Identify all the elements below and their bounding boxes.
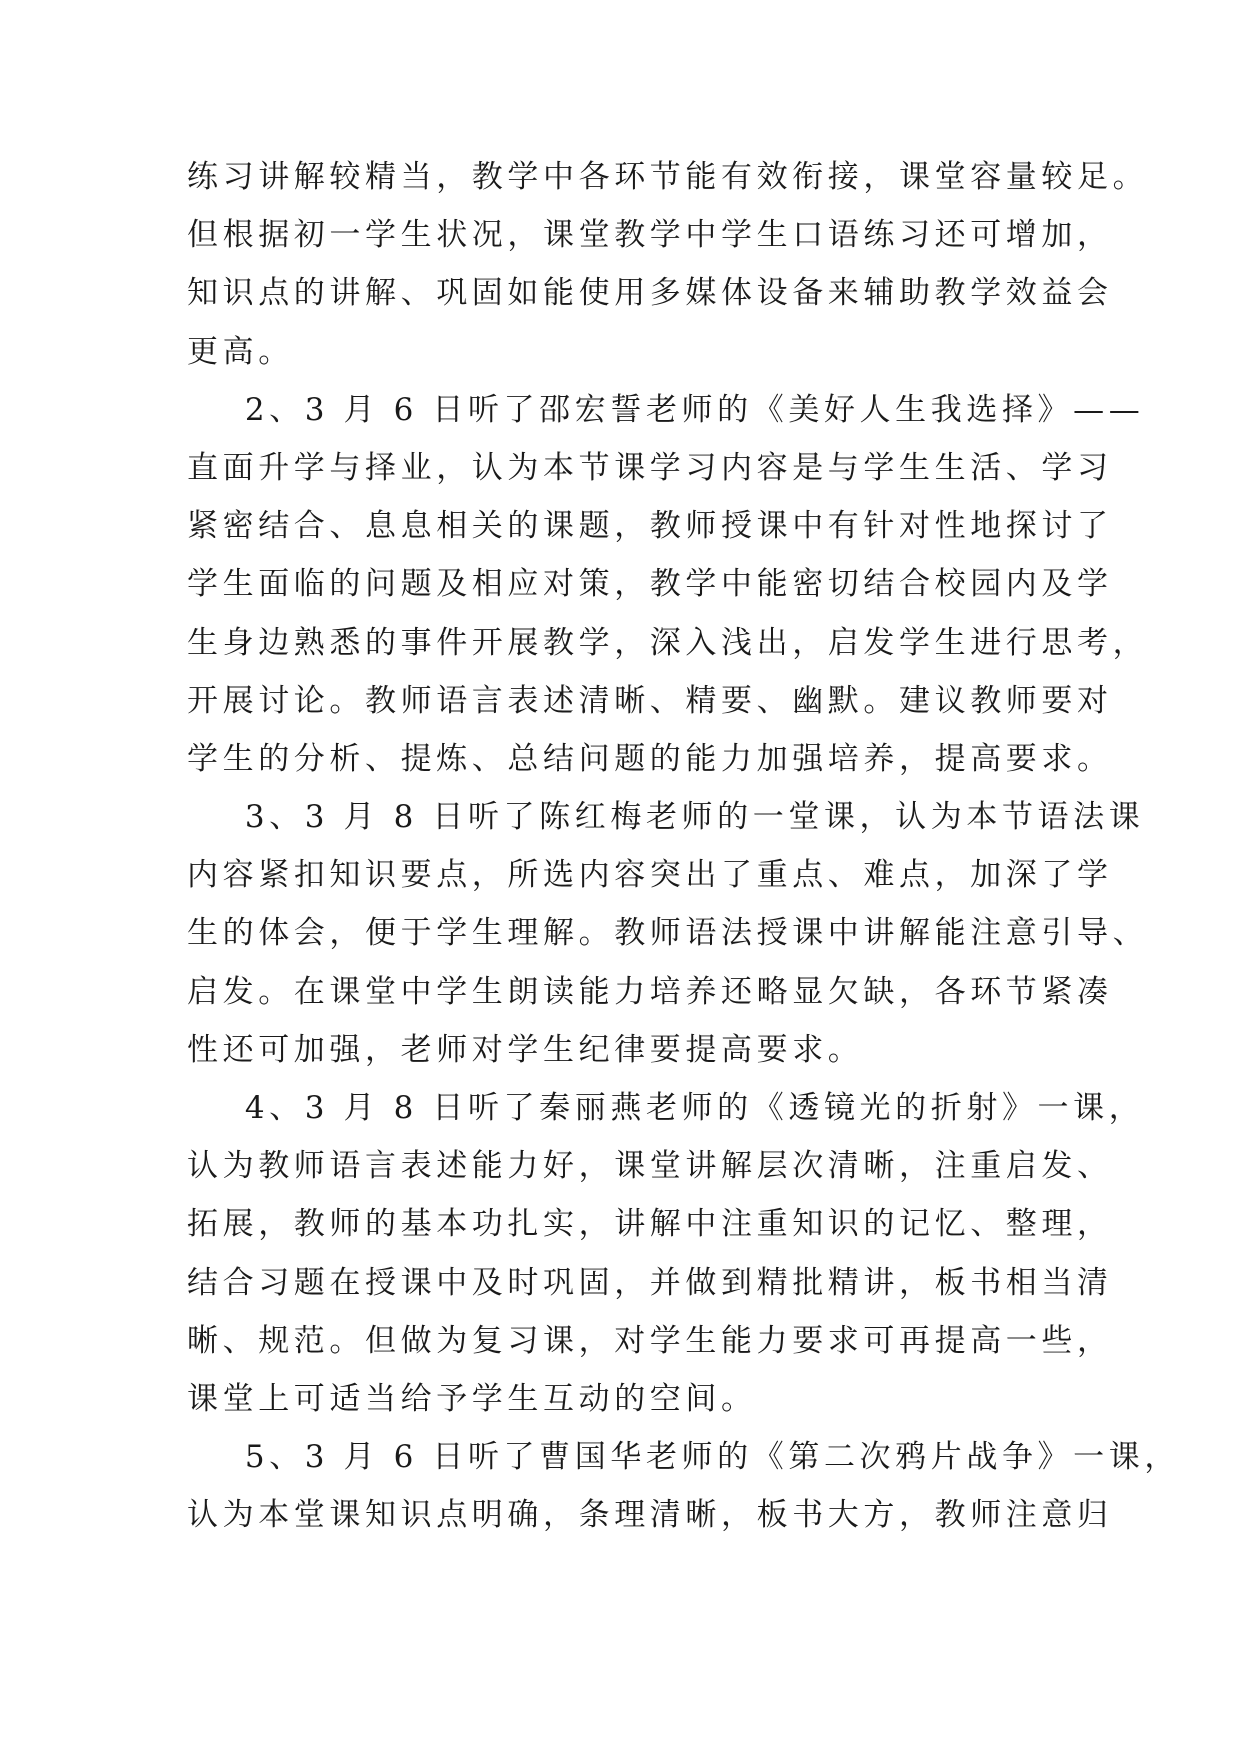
text-line: 生的体会，便于学生理解。教师语法授课中讲解能注意引导、 [187,915,1149,952]
text-line: 2、3 月 6 日听了邵宏誓老师的《美好人生我选择》—— [187,391,1145,428]
text-line: 结合习题在授课中及时巩固，并做到精批精讲，板书相当清 [187,1264,1113,1301]
text-line: 课堂上可适当给予学生互动的空间。 [187,1380,757,1417]
text-line: 学生面临的问题及相应对策，教学中能密切结合校园内及学 [187,566,1113,603]
text-line: 练习讲解较精当，教学中各环节能有效衔接，课堂容量较足。 [187,159,1149,195]
text-line: 5、3 月 6 日听了曹国华老师的《第二次鸦片战争》一课， [187,1439,1180,1476]
document-body [187,148,1180,1545]
text-line: 内容紧扣知识要点，所选内容突出了重点、难点，加深了学 [187,857,1113,894]
text-line: 性还可加强，老师对学生纪律要提高要求。 [187,1031,864,1068]
text-line: 开展讨论。教师语言表述清晰、精要、幽默。建议教师要对 [187,682,1113,719]
text-line: 但根据初一学生状况，课堂教学中学生口语练习还可增加， [187,217,1113,254]
text-line: 知识点的讲解、巩固如能使用多媒体设备来辅助教学效益会 [187,275,1113,312]
text-line: 认为本堂课知识点明确，条理清晰，板书大方，教师注意归 [187,1497,1113,1534]
text-line: 紧密结合、息息相关的课题，教师授课中有针对性地探讨了 [187,508,1113,545]
text-line: 4、3 月 8 日听了秦丽燕老师的《透镜光的折射》一课， [187,1090,1145,1126]
text-line: 认为教师语言表述能力好，课堂讲解层次清晰，注重启发、 [187,1148,1113,1185]
text-line: 晰、规范。但做为复习课，对学生能力要求可再提高一些， [187,1322,1113,1359]
text-line: 生身边熟悉的事件开展教学，深入浅出，启发学生进行思考， [187,624,1149,661]
text-line: 3、3 月 8 日听了陈红梅老师的一堂课，认为本节语法课 [187,799,1145,836]
text-line: 启发。在课堂中学生朗读能力培养还略显欠缺，各环节紧凑 [187,973,1113,1010]
text-line: 直面升学与择业，认为本节课学习内容是与学生生活、学习 [187,449,1113,486]
text-line: 学生的分析、提炼、总结问题的能力加强培养，提高要求。 [187,740,1113,777]
text-line: 拓展，教师的基本功扎实，讲解中注重知识的记忆、整理， [187,1206,1113,1243]
text-line: 更高。 [187,333,294,370]
